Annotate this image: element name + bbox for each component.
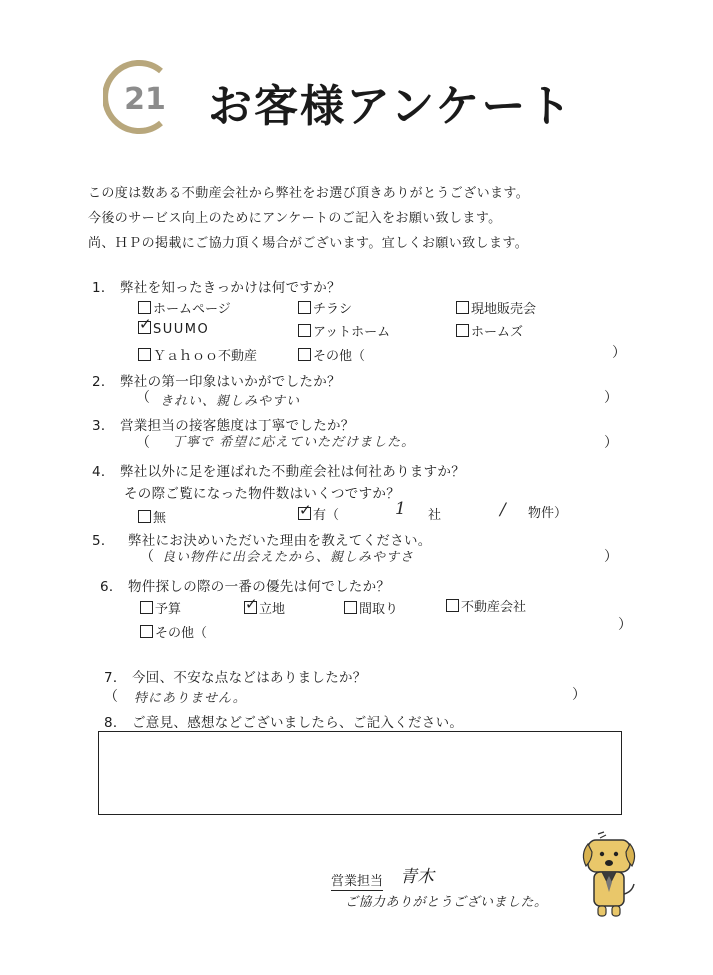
q1-option-other[interactable]: その他（: [298, 345, 365, 364]
intro-line-1: この度は数ある不動産会社から弊社をお選び頂きありがとうございます。: [88, 186, 530, 201]
comment-box[interactable]: [98, 731, 622, 815]
close-paren: ）: [604, 549, 618, 565]
q4-number: 4．: [92, 464, 115, 480]
q4-option-yes[interactable]: ✓ 有（: [298, 504, 339, 523]
rep-label: 営業担当: [331, 870, 383, 891]
q4-companies-unit: 社: [428, 508, 442, 523]
rep-name: 青木: [400, 867, 434, 887]
q1-option-onsite-sale[interactable]: 現地販売会: [456, 298, 536, 317]
q4-option-none[interactable]: 無: [138, 507, 166, 526]
q7-number: 7．: [104, 670, 127, 686]
q6-number: 6．: [100, 579, 123, 595]
q7-text: 今回、不安な点などはありましたか？: [132, 670, 367, 686]
q4-properties-unit: 物件）: [528, 506, 568, 521]
checkbox-icon: [138, 348, 151, 361]
q2-text: 弊社の第一印象はいかがでしたか？: [120, 374, 341, 390]
q6-option-agency[interactable]: 不動産会社: [446, 596, 526, 615]
q2-number: 2．: [92, 374, 115, 390]
checkbox-icon: [140, 601, 153, 614]
q3-answer[interactable]: 丁寧で 希望に応えていただけました。: [172, 435, 416, 450]
q4-text-2: その際ご覧になった物件数はいくつですか？: [124, 486, 400, 502]
thanks-message: ご協力ありがとうございました。: [345, 895, 548, 910]
close-paren: ）: [618, 617, 632, 633]
close-paren: ）: [604, 390, 618, 406]
checkbox-icon: [456, 301, 469, 314]
checkbox-icon: [298, 324, 311, 337]
q1-option-homes[interactable]: ホームズ: [456, 321, 523, 340]
checkbox-icon: [298, 348, 311, 361]
close-paren: ）: [572, 687, 586, 703]
q3-text: 営業担当の接客態度は丁寧でしたか？: [120, 418, 355, 434]
q5-answer[interactable]: 良い物件に出会えたから、親しみやすさ: [162, 550, 415, 565]
q1-option-suumo[interactable]: ✓SUUMO: [138, 321, 209, 337]
checkbox-checked-icon: [244, 601, 257, 614]
intro-line-3: 尚、ＨＰの掲載にご協力頂く場合がございます。宜しくお願い致します。: [88, 236, 529, 251]
q6-option-layout[interactable]: 間取り: [344, 598, 398, 617]
open-paren: （: [140, 549, 154, 565]
q1-option-flyer[interactable]: チラシ: [298, 298, 352, 317]
checkbox-icon: [138, 510, 151, 523]
open-paren: （: [104, 689, 118, 705]
checkbox-icon: [456, 324, 469, 337]
q6-option-other[interactable]: その他（: [140, 622, 207, 641]
checkbox-icon: [138, 301, 151, 314]
q8-text: ご意見、感想などございましたら、ご記入ください。: [132, 715, 464, 731]
q8-number: 8．: [104, 715, 127, 731]
q3-number: 3．: [92, 418, 115, 434]
close-paren: ）: [604, 435, 618, 451]
q1-option-yahoo[interactable]: Ｙａｈｏｏ不動産: [138, 345, 257, 364]
open-paren: （: [136, 435, 150, 451]
checkbox-icon: [344, 601, 357, 614]
q6-text: 物件探しの際の一番の優先は何でしたか？: [128, 579, 391, 595]
q5-text: 弊社にお決めいただいた理由を教えてください。: [128, 533, 432, 549]
page-title: お客様アンケート: [208, 81, 574, 132]
q6-option-location[interactable]: ✓ 立地: [244, 598, 285, 617]
open-paren: （: [136, 390, 150, 406]
close-paren: ）: [612, 345, 626, 361]
q4-companies-count[interactable]: 1: [395, 499, 407, 519]
q1-text: 弊社を知ったきっかけは何ですか？: [120, 280, 341, 296]
q4-properties-count[interactable]: /: [500, 500, 507, 520]
q2-answer[interactable]: きれい、親しみやすい: [160, 394, 301, 409]
checkbox-icon: [446, 599, 459, 612]
intro-line-2: 今後のサービス向上のためにアンケートのご記入をお願い致します。: [88, 211, 502, 226]
q7-answer[interactable]: 特にありません。: [134, 691, 247, 706]
q1-number: 1．: [92, 280, 115, 296]
checkbox-checked-icon: [298, 507, 311, 520]
century21-logo: [103, 57, 183, 137]
logo-text: 21: [124, 82, 166, 117]
dog-mascot-icon: [578, 830, 642, 920]
checkbox-icon: [140, 625, 153, 638]
checkbox-checked-icon: [138, 321, 151, 334]
q1-option-athome[interactable]: アットホーム: [298, 321, 390, 340]
checkbox-icon: [298, 301, 311, 314]
q1-option-homepage[interactable]: ホームページ: [138, 298, 231, 317]
q4-text: 弊社以外に足を運ばれた不動産会社は何社ありますか？: [120, 464, 465, 480]
q6-option-budget[interactable]: 予算: [140, 598, 181, 617]
q5-number: 5．: [92, 533, 115, 549]
